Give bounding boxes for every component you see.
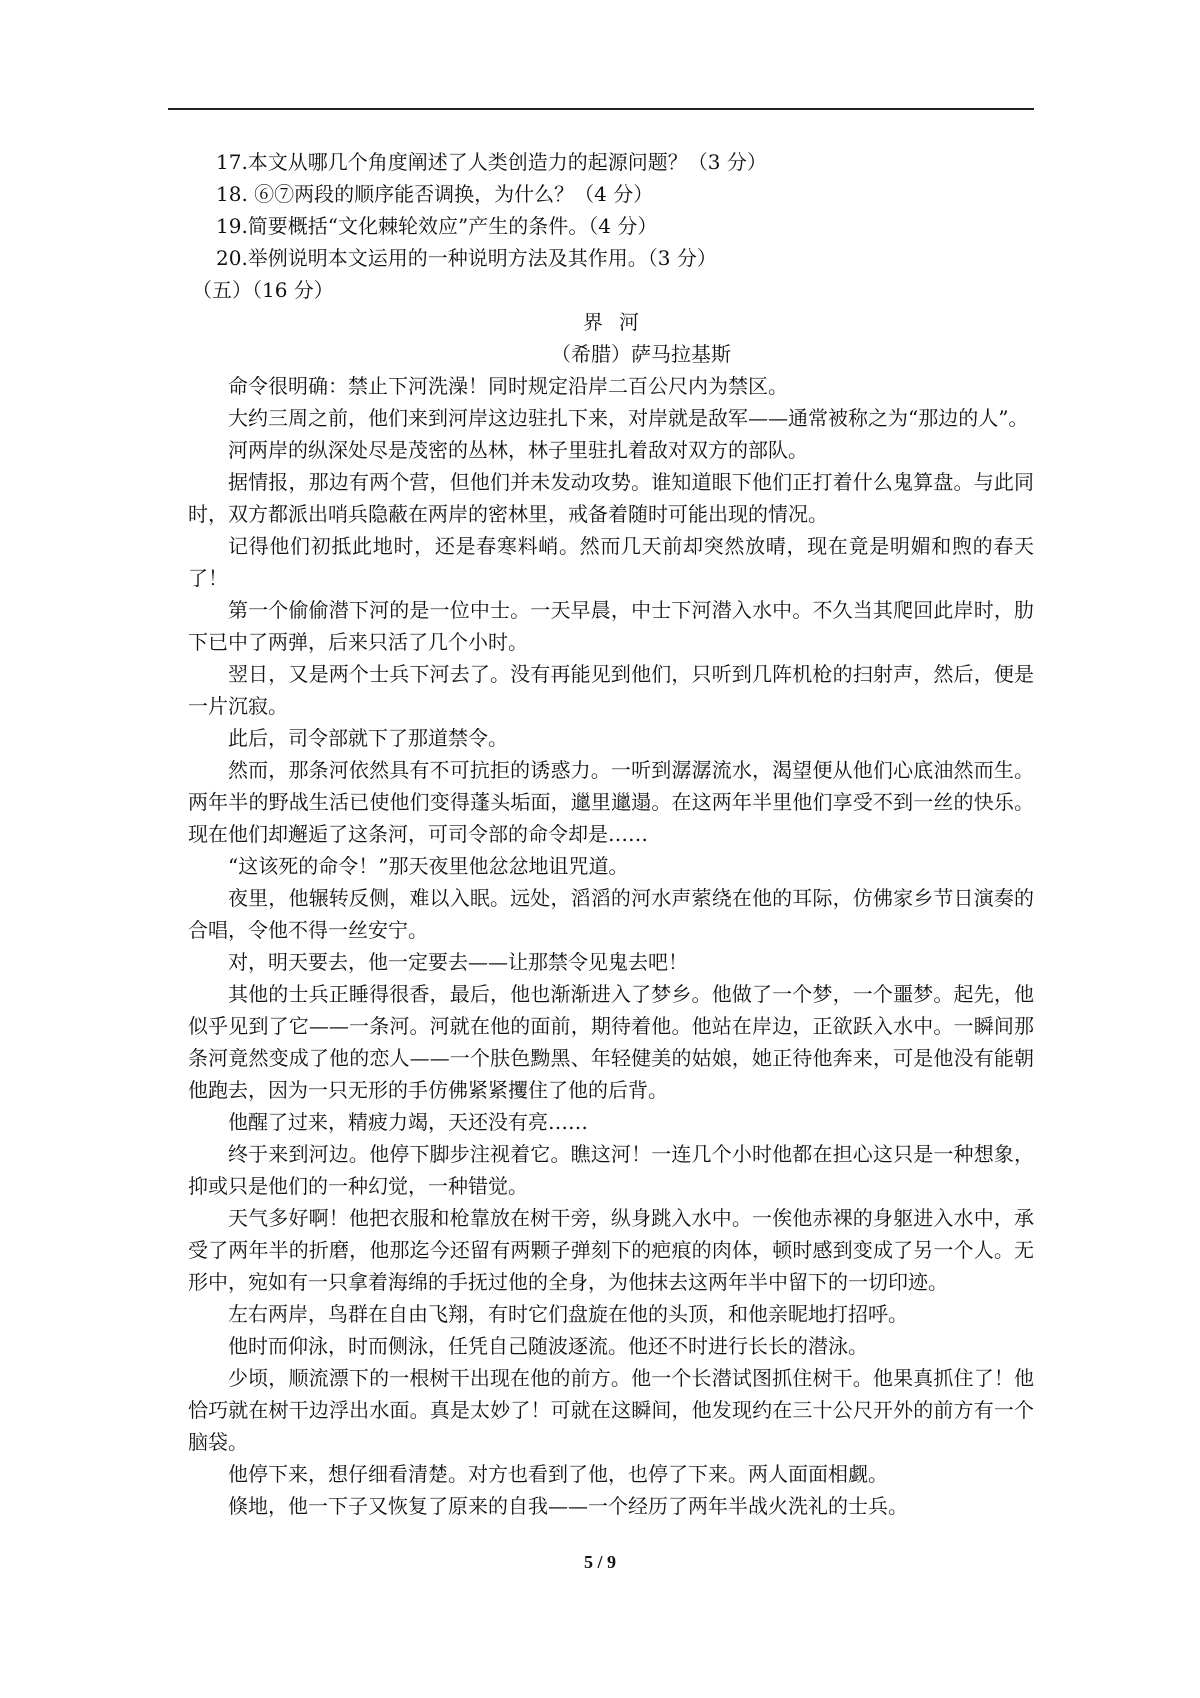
story-paragraph: 他停下来，想仔细看清楚。对方也看到了他，也停了下来。两人面面相觑。 [228,1462,888,1486]
story-author: （希腊）萨马拉基斯 [551,342,731,366]
story-body [188,370,1034,1522]
story-paragraph: 据情报，那边有两个营，但他们并未发动攻势。谁知道眼下他们正打着什么鬼算盘。与此同时，双方都派出哨兵隐蔽在两岸的密林里，戒备着随时可能出现的情况。 [188,470,1034,526]
story-paragraph: 他时而仰泳，时而侧泳，任凭自己随波逐流。他还不时进行长长的潜泳。 [228,1334,868,1358]
story-paragraph: 他醒了过来，精疲力竭，天还没有亮…… [228,1110,588,1134]
story-paragraph: “这该死的命令！”那天夜里他忿忿地诅咒道。 [228,854,629,878]
story-title: 界河 [583,310,655,334]
story-paragraph: 终于来到河边。他停下脚步注视着它。瞧这河！一连几个小时他都在担心这只是一种想象，抑或只是他们的一种幻觉，一种错觉。 [188,1142,1034,1198]
story-paragraph: 天气多好啊！他把衣服和枪靠放在树干旁，纵身跳入水中。一俟他赤裸的身躯进入水中，承受了两年半的折磨，他那迄今还留有两颗子弹刻下的疤痕的肉体，顿时感到变成了另一个人。无形中，宛如有一只拿着海绵的手抚过他的全身，为他抹去这两年半中留下的一切印迹。 [188,1206,1034,1294]
story-paragraph: 夜里，他辗转反侧，难以入眠。远处，滔滔的河水声萦绕在他的耳际，仿佛家乡节日演奏的合唱，令他不得一丝安宁。 [188,886,1034,942]
story-paragraph: 然而，那条河依然具有不可抗拒的诱惑力。一听到潺潺流水，渴望便从他们心底油然而生。两年半的野战生活已使他们变得蓬头垢面，邋里邋遢。在这两年半里他们享受不到一丝的快乐。现在他们却邂逅了这条河，可司令部的命令却是…… [188,758,1034,846]
section-label: （五）（16 分） [192,278,334,302]
question-18: 18. ⑥⑦两段的顺序能否调换，为什么？（4 分） [216,182,654,206]
story-paragraph: 翌日，又是两个士兵下河去了。没有再能见到他们，只听到几阵机枪的扫射声，然后，便是一片沉寂。 [188,662,1034,718]
story-paragraph: 河两岸的纵深处尽是茂密的丛林，林子里驻扎着敌对双方的部队。 [228,438,808,462]
question-20: 20.举例说明本文运用的一种说明方法及其作用。（3 分） [216,246,717,270]
header-rule [168,108,1034,110]
story-paragraph: 左右两岸，鸟群在自由飞翔，有时它们盘旋在他的头顶，和他亲昵地打招呼。 [228,1302,908,1326]
story-paragraph: 少顷，顺流漂下的一根树干出现在他的前方。他一个长潜试图抓住树干。他果真抓住了！他恰巧就在树干边浮出水面。真是太妙了！可就在这瞬间，他发现约在三十公尺开外的前方有一个脑袋。 [188,1366,1034,1454]
question-17: 17.本文从哪几个角度阐述了人类创造力的起源问题？（3 分） [216,150,767,174]
story-paragraph: 命令很明确：禁止下河洗澡！同时规定沿岸二百公尺内为禁区。 [228,374,788,398]
page-number: 5 / 9 [583,1552,616,1572]
story-paragraph: 大约三周之前，他们来到河岸这边驻扎下来，对岸就是敌军——通常被称之为“那边的人”。 [228,406,1029,430]
story-paragraph: 第一个偷偷潜下河的是一位中士。一天早晨，中士下河潜入水中。不久当其爬回此岸时，肋下已中了两弹，后来只活了几个小时。 [188,598,1034,654]
page-content [188,146,1034,1522]
story-paragraph: 倏地，他一下子又恢复了原来的自我——一个经历了两年半战火洗礼的士兵。 [228,1494,908,1518]
story-paragraph: 记得他们初抵此地时，还是春寒料峭。然而几天前却突然放晴，现在竟是明媚和煦的春天了！ [188,534,1034,590]
story-paragraph: 此后，司令部就下了那道禁令。 [228,726,508,750]
story-paragraph: 其他的士兵正睡得很香，最后，他也渐渐进入了梦乡。他做了一个梦，一个噩梦。起先，他似乎见到了它——一条河。河就在他的面前，期待着他。他站在岸边，正欲跃入水中。一瞬间那条河竟然变成了他的恋人——一个肤色黝黑、年轻健美的姑娘，她正待他奔来，可是他没有能朝他跑去，因为一只无形的手仿佛紧紧攫住了他的后背。 [188,982,1034,1102]
question-19: 19.简要概括“文化棘轮效应”产生的条件。（4 分） [216,214,658,238]
story-paragraph: 对，明天要去，他一定要去——让那禁令见鬼去吧！ [228,950,688,974]
